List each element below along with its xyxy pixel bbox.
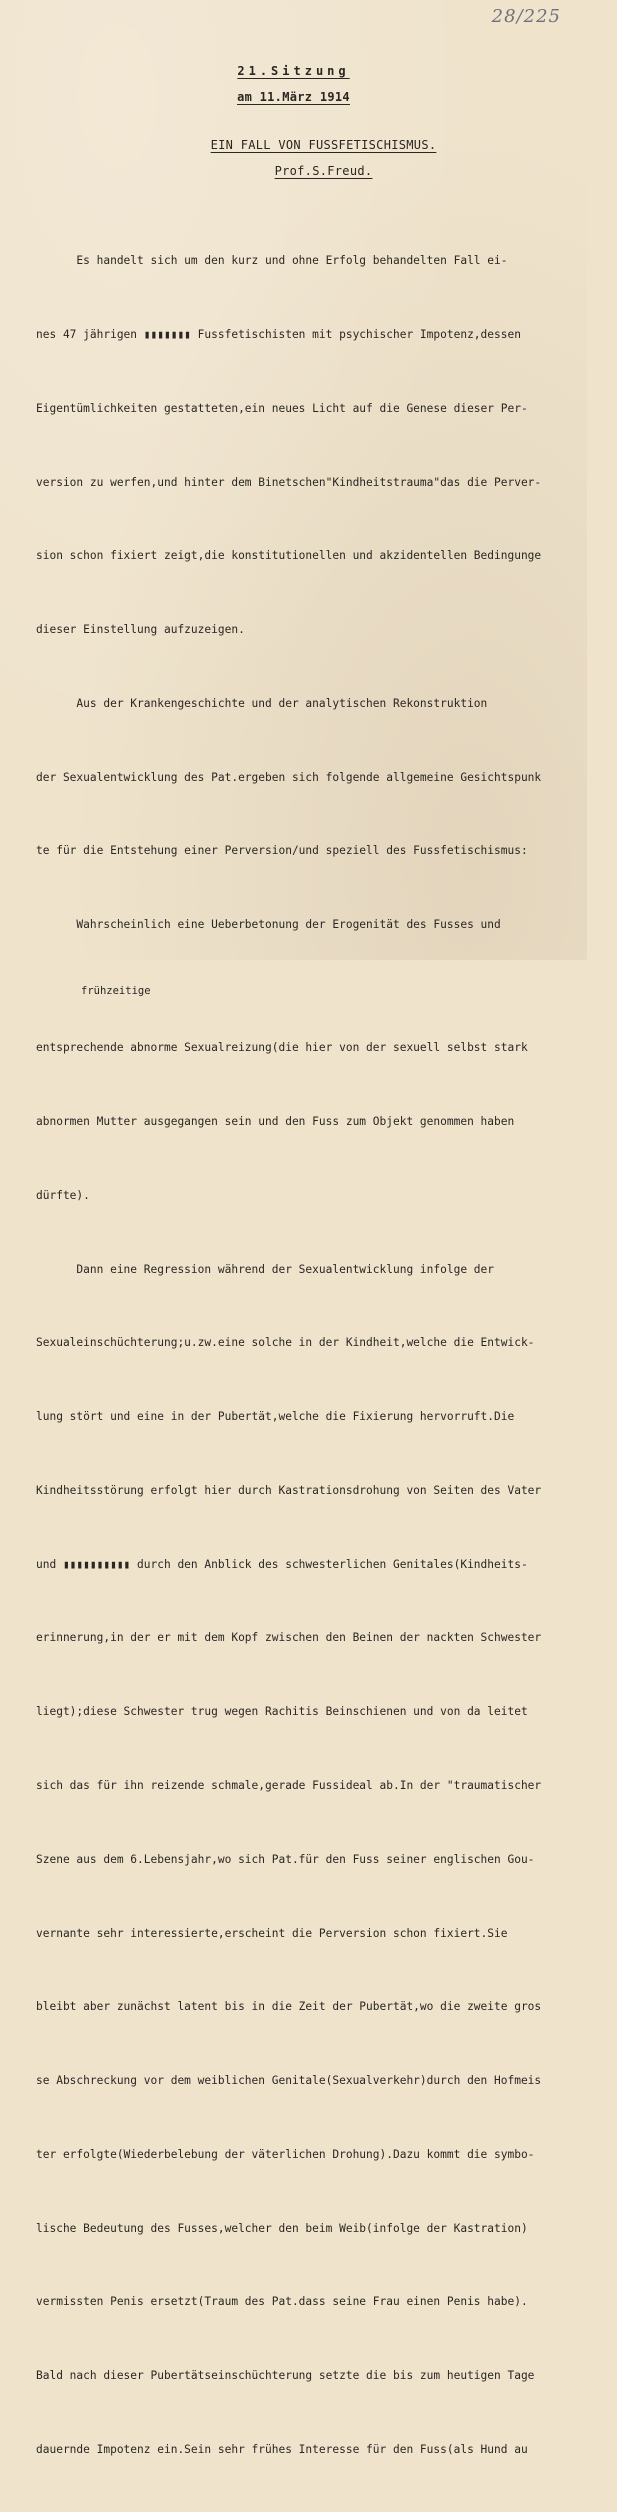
text-line: dieser Einstellung aufzuzeigen. — [36, 623, 245, 637]
text-line: bleibt aber zunächst latent bis in die Zeit der Pubertät,wo die zweite gros — [36, 2000, 542, 2014]
text-line: Eigentümlichkeiten gestatteten,ein neues Licht auf die Genese dieser Per- — [36, 401, 528, 415]
text-line: Es handelt sich um den kurz und ohne Erfolg behandelten Fall ei- — [36, 254, 508, 268]
text-line: version zu werfen,und hinter dem Binetschen"Kindheitstrauma"das die Perver- — [36, 475, 542, 489]
text-line: Kindheitsstörung erfolgt hier durch Kastrationsdrohung von Seiten des Vater — [36, 1483, 542, 1497]
text-line: lung stört und eine in der Pubertät,welche die Fixierung hervorruft.Die — [36, 1410, 521, 1424]
text-line: te für die Entstehung einer Perversion/und speziell des Fussfetischismus: — [36, 844, 528, 858]
interlinear-text: frühzeitige — [81, 985, 151, 997]
text-line: vernante sehr interessierte,erscheint die Perversion schon fixiert.Sie — [36, 1926, 508, 1940]
text-line: se Abschreckung vor dem weiblichen Genitale(Sexualverkehr)durch den Hofmeis — [36, 2074, 542, 2088]
text-line: nes 47 jährigen ▮▮▮▮▮▮▮ Fussfetischisten mit psychischer Impotenz,dessen — [36, 327, 521, 341]
text-line: erinnerung,in der er mit dem Kopf zwischen den Beinen der nackten Schwester — [36, 1631, 542, 1645]
text-line: sion schon fixiert zeigt,die konstitutionellen und akzidentellen Bedingunge — [36, 549, 542, 563]
text-line: Dann eine Regression während der Sexualentwicklung infolge der — [36, 1262, 495, 1276]
document-body — [36, 200, 576, 2512]
text-line: Sexualeinschüchterung;u.zw.eine solche in der Kindheit,welche die Entwick- — [36, 1336, 535, 1350]
text-line: lische Bedeutung des Fusses,welcher den beim Weib(infolge der Kastration) — [36, 2221, 528, 2235]
text-line: liegt);diese Schwester trug wegen Rachitis Beinschienen und von da leitet — [36, 1705, 528, 1719]
text-line: der Sexualentwicklung des Pat.ergeben sich folgende allgemeine Gesichtspunk — [36, 770, 542, 784]
text-line: entsprechende abnorme Sexualreizung(die hier von der sexuell selbst stark — [36, 1041, 528, 1055]
session-heading — [0, 64, 587, 78]
text-line: Szene aus dem 6.Lebensjahr,wo sich Pat.für den Fuss seiner englischen Gou- — [36, 1852, 535, 1866]
text-line: Bald nach dieser Pubertätseinschüchterung setzte die bis zum heutigen Tage — [36, 2369, 535, 2383]
text-line: Wahrscheinlich eine Ueberbetonung der Erogenität des Fusses und — [36, 918, 501, 932]
session-date — [0, 90, 587, 104]
text-line: dauernde Impotenz ein.Sein sehr frühes Interesse für den Fuss(als Hund au — [36, 2443, 528, 2457]
text-line: vermissten Penis ersetzt(Traum des Pat.dass seine Frau einen Penis habe). — [36, 2295, 528, 2309]
text-line: ter erfolgte(Wiederbelebung der väterlichen Drohung).Dazu kommt die symbo- — [36, 2147, 535, 2161]
text-line: sich das für ihn reizende schmale,gerade Fussideal ab.In der "traumatischer — [36, 1779, 542, 1792]
title-label: EIN FALL VON FUSSFETISCHISMUS. — [210, 138, 437, 152]
text-line: abnormen Mutter ausgegangen sein und den Fuss zum Objekt genommen haben — [36, 1114, 515, 1128]
text-line: und ▮▮▮▮▮▮▮▮▮▮ durch den Anblick des schwesterlichen Genitales(Kindheits- — [36, 1557, 528, 1571]
author-label: Prof.S.Freud. — [274, 164, 373, 178]
text-line: Aus der Krankengeschichte und der analytischen Rekonstruktion — [36, 696, 488, 710]
text-line: dürfte). — [36, 1188, 90, 1202]
folio-number: 28/225 — [491, 6, 561, 27]
document-title — [30, 138, 617, 152]
document-author — [30, 164, 617, 178]
date-label: am 11.März 1914 — [237, 90, 350, 104]
session-label: 21.Sitzung — [237, 64, 350, 78]
